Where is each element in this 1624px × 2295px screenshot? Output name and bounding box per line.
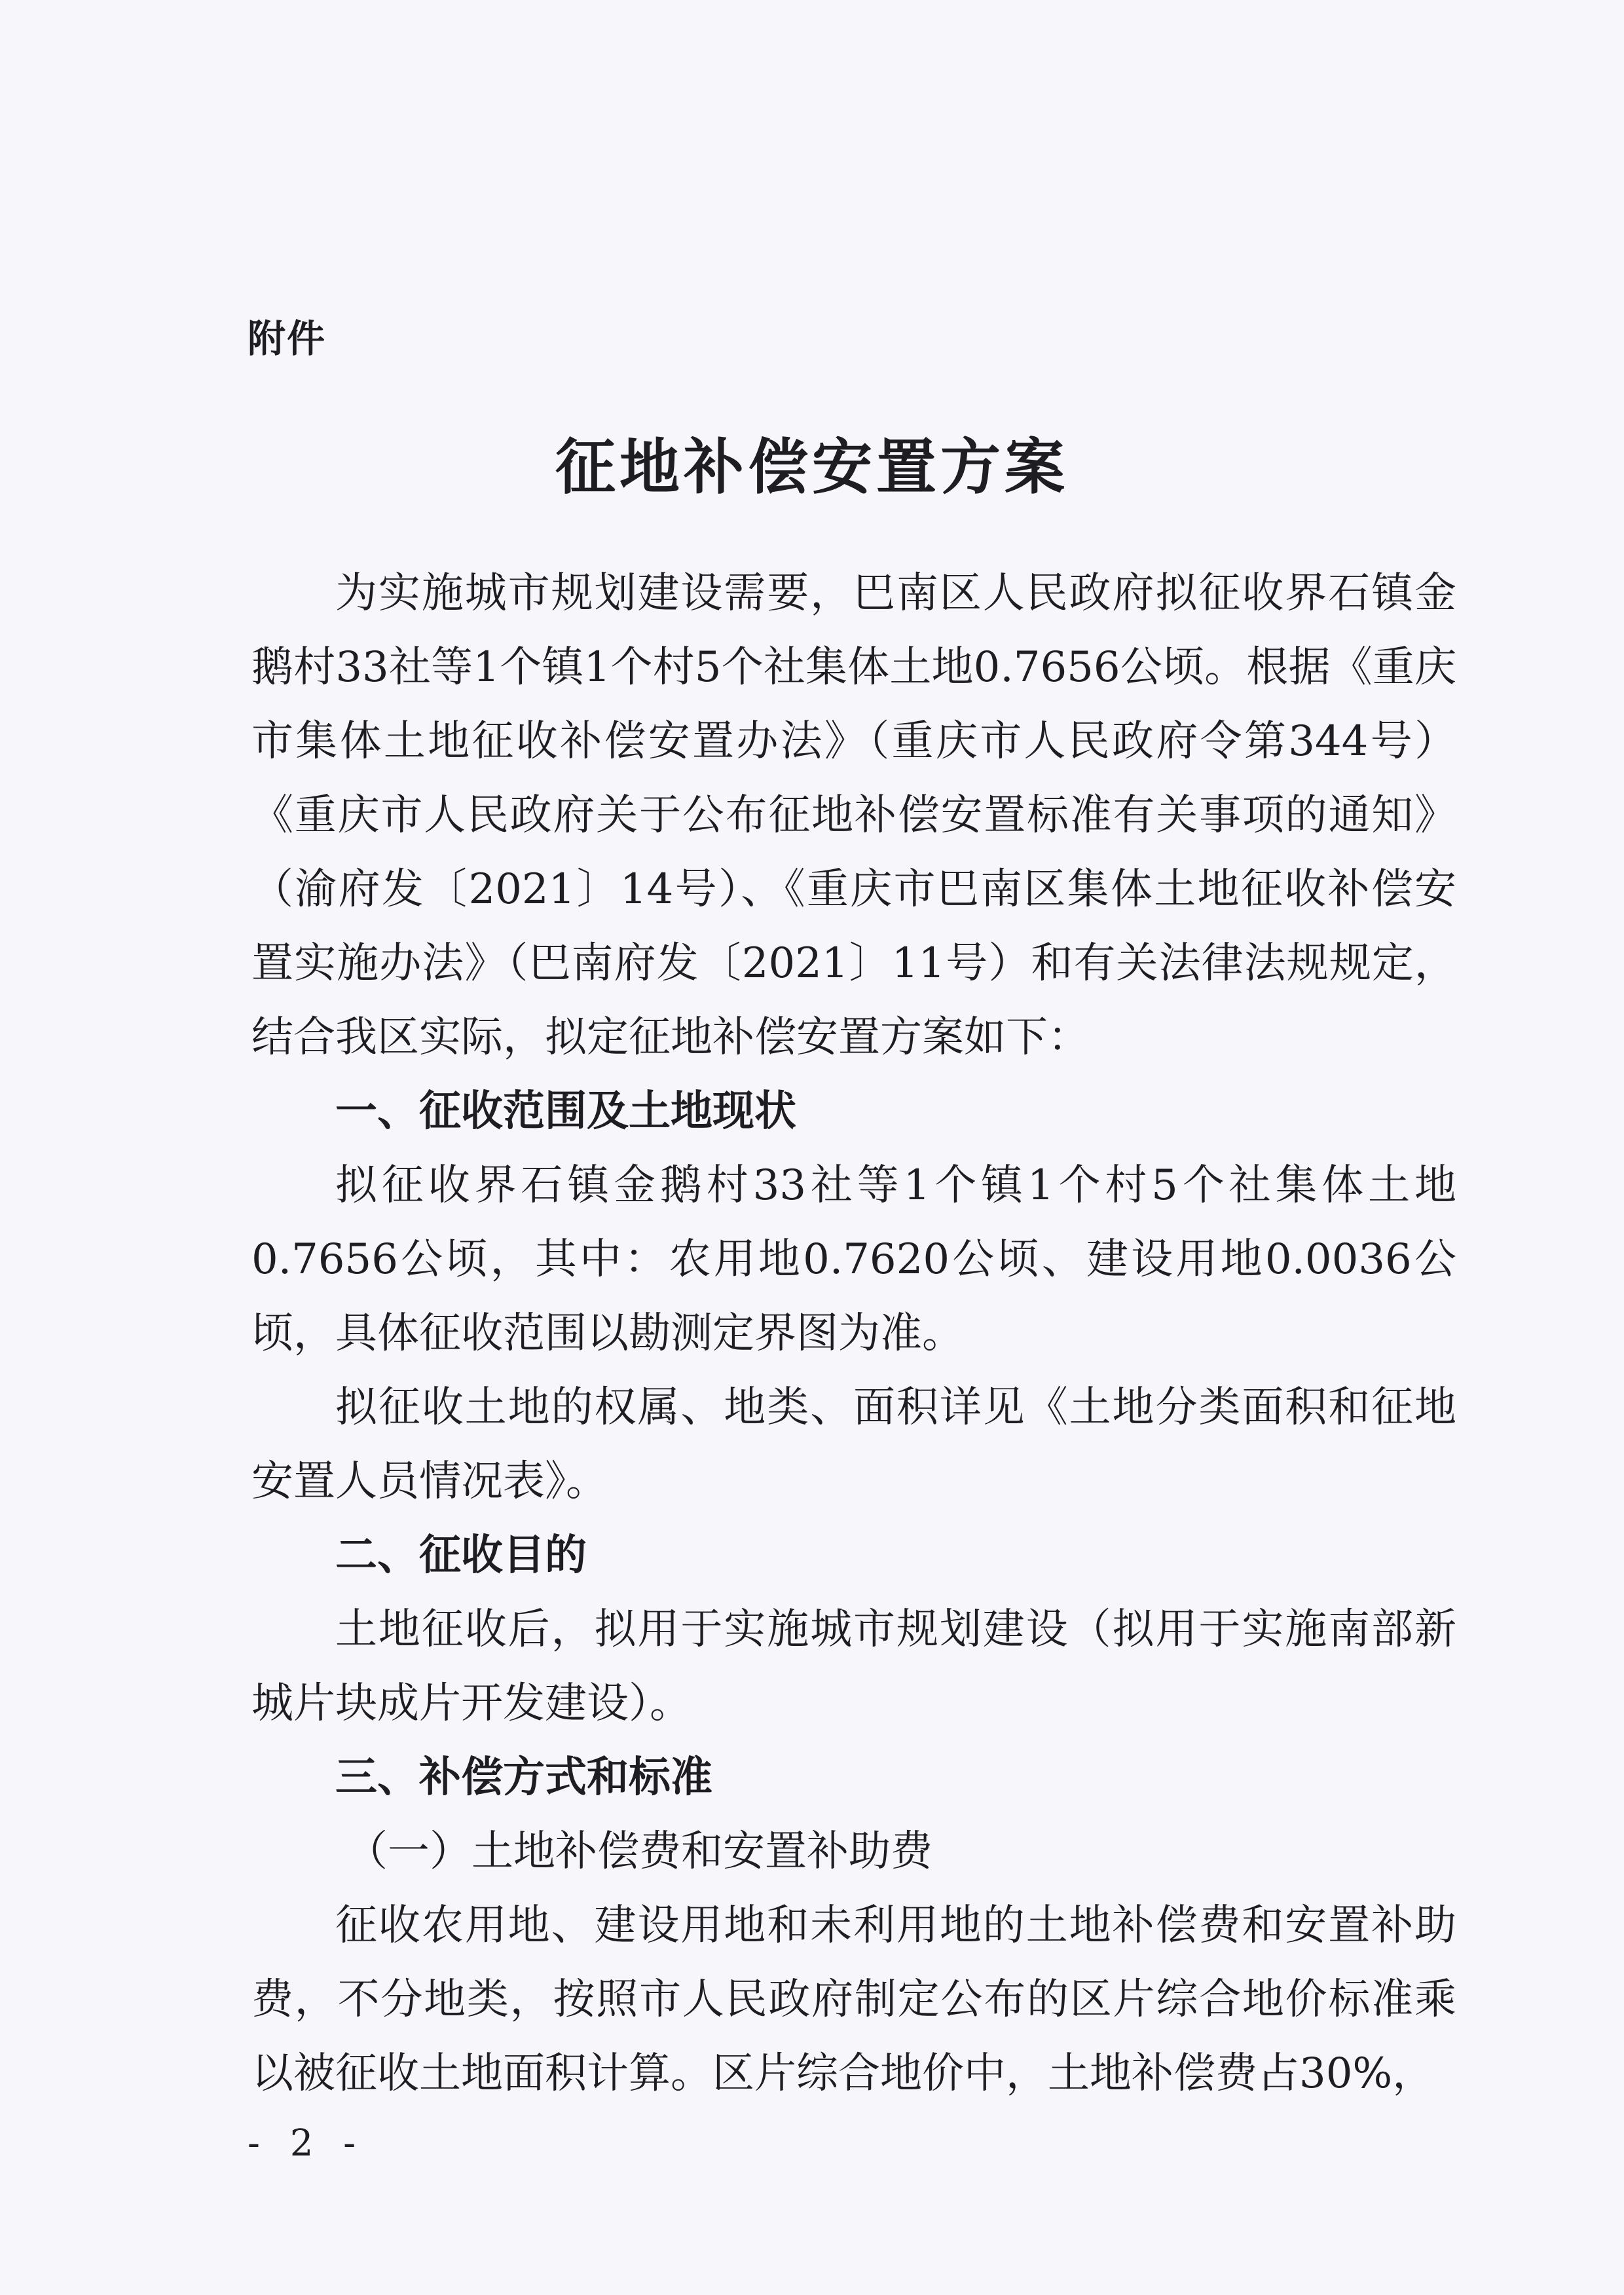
section-heading-scope: 一、征收范围及土地现状 [335,1087,796,1136]
section-heading-purpose: 二、征收目的 [335,1531,587,1580]
compensation-paragraph: 征收农用地、建设用地和未利用地的土地补偿费和安置补助费，不分地类，按照市人民政府制定公布的区片综合地价标准乘以被征收土地面积计算。区片综合地价中，土地补偿费占30%， [251,1901,1456,2098]
intro-paragraph: 为实施城市规划建设需要，巴南区人民政府拟征收界石镇金鹅村33社等1个镇1个村5个社集体土地0.7656公顷。根据《重庆市集体土地征收补偿安置办法》（重庆市人民政府令第344号）《重庆市人民政府关于公布征地补偿安置标准有关事项的通知》（渝府发〔2021〕14号）、《重庆市巴南区集体土地征收补偿安置实施办法》（巴南府发〔2021〕11号）和有关法律法规规定，结合我区实际，拟定征地补偿安置方案如下： [251,569,1456,1062]
section-heading-compensation: 三、补偿方式和标准 [335,1753,712,1802]
document-title: 征地补偿安置方案 [555,432,1069,502]
document-body [251,557,1456,2111]
scope-detail-paragraph: 拟征收土地的权属、地类、面积详见《土地分类面积和征地安置人员情况表》。 [251,1383,1456,1506]
attachment-label: 附件 [248,316,327,361]
scope-paragraph: 拟征收界石镇金鹅村33社等1个镇1个村5个社集体土地0.7656公顷，其中：农用地0.7620公顷、建设用地0.0036公顷，具体征收范围以勘测定界图为准。 [251,1161,1456,1358]
page-number: - 2 - [248,2122,365,2165]
purpose-paragraph: 土地征收后，拟用于实施城市规划建设（拟用于实施南部新城片块成片开发建设）。 [251,1605,1456,1728]
subsection-heading-land-compensation: （一）土地补偿费和安置补助费 [346,1827,932,1876]
